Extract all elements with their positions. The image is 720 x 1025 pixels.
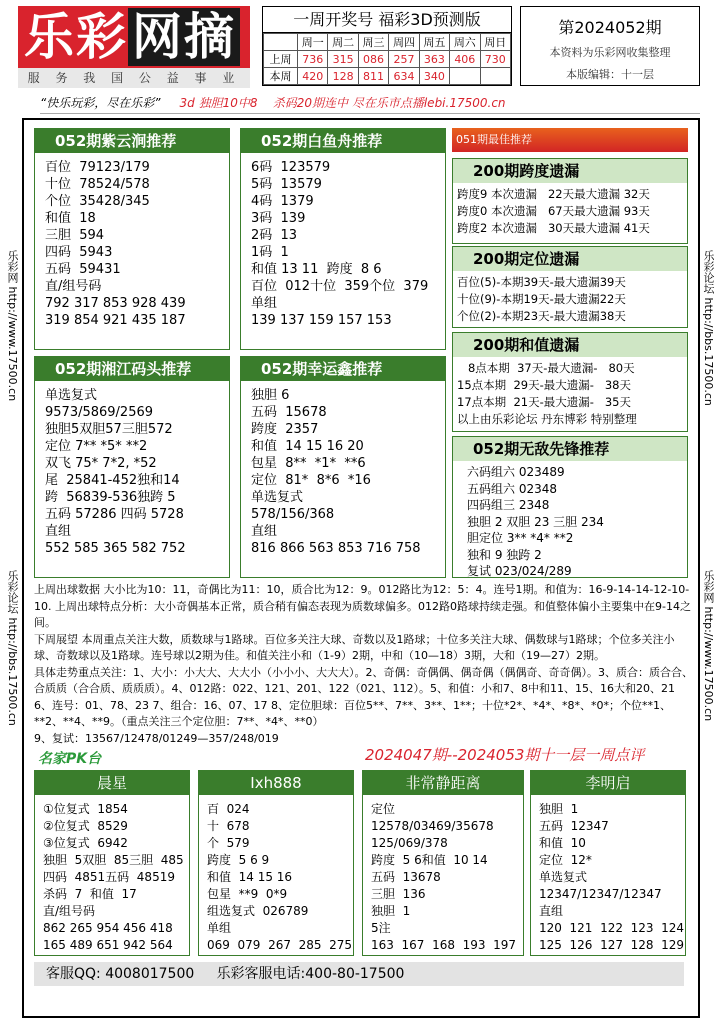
brand-logo: 乐彩网摘 <box>18 6 250 68</box>
tagline-link[interactable]: 杀码20期连中 尽在乐市点播lebi.17500.cn <box>272 96 506 110</box>
box-body: 跨度9 本次遗漏 22天最大遗漏 32天 跨度0 本次遗漏 67天最大遗漏 93天 跨度2 本次遗漏 30天最大遗漏 41天 <box>457 187 650 235</box>
draw-number: 730 <box>480 51 510 68</box>
pk-box <box>34 770 190 956</box>
day: 周六 <box>450 34 480 51</box>
draw-number: 086 <box>358 51 388 68</box>
pk-box <box>362 770 524 956</box>
draw-number: 128 <box>328 68 358 85</box>
week-review-title: 2024047期--2024053期十一层一周点评 <box>365 746 645 764</box>
side-link[interactable]: 乐彩网 http://www.17500.cn <box>6 250 19 402</box>
draw-number: 340 <box>419 68 449 85</box>
day: 周日 <box>480 34 510 51</box>
pk-body: 独胆 1 五码 12347 和值 10 定位 12* 单选复式 12347/12347/12347 直组 120 121 122 123 124 125 126 127 128 129 <box>539 802 685 952</box>
box-title: 200期和值遗漏 <box>453 333 687 357</box>
day: 周二 <box>328 34 358 51</box>
pk-title: 名家PK台 <box>38 751 102 767</box>
draw-number: 315 <box>328 51 358 68</box>
pk-body: 百 024 十 678 个 579 跨度 5 6 9 和值 14 15 16 包星 **9 0*9 组选复式 026789 单组 069 079 267 285 275 <box>207 802 353 952</box>
recommend-box <box>240 356 446 578</box>
row-label: 上周 <box>264 51 298 68</box>
omission-box <box>452 332 688 432</box>
pk-name: 晨星 <box>35 771 189 795</box>
box-body: 独胆 6 五码 15678 跨度 2357 和值 14 15 16 20 包星 8** *1* **6 定位 81* 8*6 *16 单选复式 578/156/368 直组 816 866 563 853 716 758 <box>251 388 421 556</box>
draw-number: 257 <box>389 51 419 68</box>
row-label: 本周 <box>264 68 298 85</box>
pk-body: 定位 12578/03469/35678 125/069/378 跨度 5 6和值 10 14 五码 13678 三胆 136 独胆 1 5注 163 167 168 193 197 <box>371 802 517 952</box>
analysis-paragraph: 下周展望 本周重点关注大数，质数球与1路球。百位多关注大球、奇数以及1路球；十位多关注大球、偶数球与1路球；个位多关注小球、奇数球以及1路球。连号球以2期为佳。和值关注小和（1-9）2期，中和（10—18）3期，大和（19—27）2期。 <box>34 632 675 662</box>
analysis-paragraph: 9、复试：13567/12478/01249—357/248/019 <box>34 731 279 745</box>
issue-box <box>520 6 700 86</box>
recommend-box <box>34 128 230 350</box>
slogan: 服 务 我 国 公 益 事 业 <box>18 68 250 88</box>
tagline-quote: “快乐玩彩，尽在乐彩” <box>40 96 161 110</box>
tagline <box>40 92 700 114</box>
pk-name: Ixh888 <box>199 771 353 795</box>
draw-number: 420 <box>298 68 328 85</box>
day: 周五 <box>419 34 449 51</box>
draw-number: 811 <box>358 68 388 85</box>
box-title: 052期幸运鑫推荐 <box>241 357 445 381</box>
box-title: 200期跨度遗漏 <box>453 159 687 183</box>
issue-note: 本资料为乐彩网收集整理 <box>549 46 671 59</box>
tagline-msg: 3d 独胆10中8 <box>179 96 258 110</box>
side-link[interactable]: 乐彩网 http://www.17500.cn <box>702 570 715 722</box>
day: 周一 <box>298 34 328 51</box>
pk-box <box>530 770 686 956</box>
omission-box <box>452 158 688 244</box>
box-body: 六码组六 023489 五码组六 02348 四码组三 2348 独胆 2 双胆 23 三胆 234 胆定位 3** *4* **2 独和 9 独跨 2 复试 023/024/289 <box>467 465 604 578</box>
draw-number: 363 <box>419 51 449 68</box>
issue-number: 第2024052期 <box>558 18 662 37</box>
recommend-box <box>240 128 446 350</box>
side-link[interactable]: 乐彩论坛 http://bbs.17500.cn <box>6 570 19 726</box>
recommend-box <box>452 436 688 578</box>
box-title: 052期湘江码头推荐 <box>35 357 229 381</box>
box-title: 052期无敌先锋推荐 <box>453 437 687 461</box>
draw-number: 634 <box>389 68 419 85</box>
draw-number <box>450 68 480 85</box>
box-body: 百位 79123/179 十位 78524/578 个位 35428/345 和值 18 三胆 594 四码 5943 五码 59431 直/组号码 792 317 853 928 439 319 854 921 435 187 <box>45 160 186 328</box>
pk-name: 李明启 <box>531 771 685 795</box>
pk-name: 非常静距离 <box>363 771 523 795</box>
box-title: 052期紫云涧推荐 <box>35 129 229 153</box>
box-title: 052期白鱼舟推荐 <box>241 129 445 153</box>
pk-box <box>198 770 354 956</box>
box-body: 单选复式 9573/5869/2569 独胆5双胆57三胆572 定位 7** *5* **2 双飞 75* 7*2, *52 尾 25841-452独和14 跨 56839-536独跨 5 五码 57286 四码 5728 直组 552 585 365 582 752 <box>45 388 186 556</box>
footer-qq[interactable]: 客服QQ: 4008017500 <box>46 966 195 982</box>
box-body: 百位(5)-本期39天-最大遗漏39天 十位(9)-本期19天-最大遗漏22天 个位(2)-本期23天-最大遗漏38天 <box>457 275 626 323</box>
analysis-paragraph: 具体走势重点关注：1、大小：小大大、大大小（小小小、大大大）。2、奇偶：奇偶偶、偶奇偶（偶偶奇、奇奇偶）。3、质合：质合合、合质质（合合质、质质质）。4、012路：022、121、201、122（021、112）。5、和值：小和7、8中和11、15、16大和20、21 6、连号：01、78、23 7、组合：16、07、17 8、定位胆球：百位5**、7**、3**、1**；十位*2*、*4*、*8*、*0*；个位**1、**2、**4、**9。（重点关注三个定位胆：7**、*4*、**0） <box>34 665 693 728</box>
issue-editor: 本版编辑：十一层 <box>566 68 654 81</box>
header-title: 一周开奖号 福彩3D预测版 <box>263 7 511 33</box>
draw-number: 736 <box>298 51 328 68</box>
draw-number <box>480 68 510 85</box>
draw-number: 406 <box>450 51 480 68</box>
box-body: 8点本期 37天-最大遗漏- 80天 15点本期 29天-最大遗漏- 38天 17点本期 21天-最大遗漏- 35天 以上由乐彩论坛 丹东博彩 特别整理 <box>457 361 637 426</box>
weekly-draw-table <box>262 6 512 86</box>
footer <box>34 962 684 986</box>
side-link[interactable]: 乐彩论坛 http://bbs.17500.cn <box>702 250 715 406</box>
day: 周三 <box>358 34 388 51</box>
analysis-paragraph: 上周出球数据 大小比为10：11，奇偶比为11：10，质合比为12：9。012路比为12：5：4。连号1期。和值为：16-9-14-14-12-10-10. 上周出球特点分析：大小奇偶基本正常，质合稍有偏态表现为质数球偏多。012路0路球持续走强。和值整体偏小主要集中在9-14之间。 <box>34 583 691 629</box>
recommend-box <box>34 356 230 578</box>
analysis-text <box>34 582 694 747</box>
footer-phone[interactable]: 乐彩客服电话:400-80-17500 <box>216 966 405 982</box>
omission-box <box>452 246 688 328</box>
hot-label: 051期最佳推荐 <box>452 128 688 152</box>
pk-body: ①位复式 1854 ②位复式 8529 ③位复式 6942 独胆 5双胆 85三胆 485 四码 4851五码 48519 杀码 7 和值 17 直/组号码 862 265 954 456 418 165 489 651 942 564 <box>43 802 184 952</box>
box-title: 200期定位遗漏 <box>453 247 687 271</box>
box-body: 6码 123579 5码 13579 4码 1379 3码 139 2码 13 1码 1 和值 13 11 跨度 8 6 百位 012十位 359个位 379 单组 139 137 159 157 153 <box>251 160 429 328</box>
day: 周四 <box>389 34 419 51</box>
